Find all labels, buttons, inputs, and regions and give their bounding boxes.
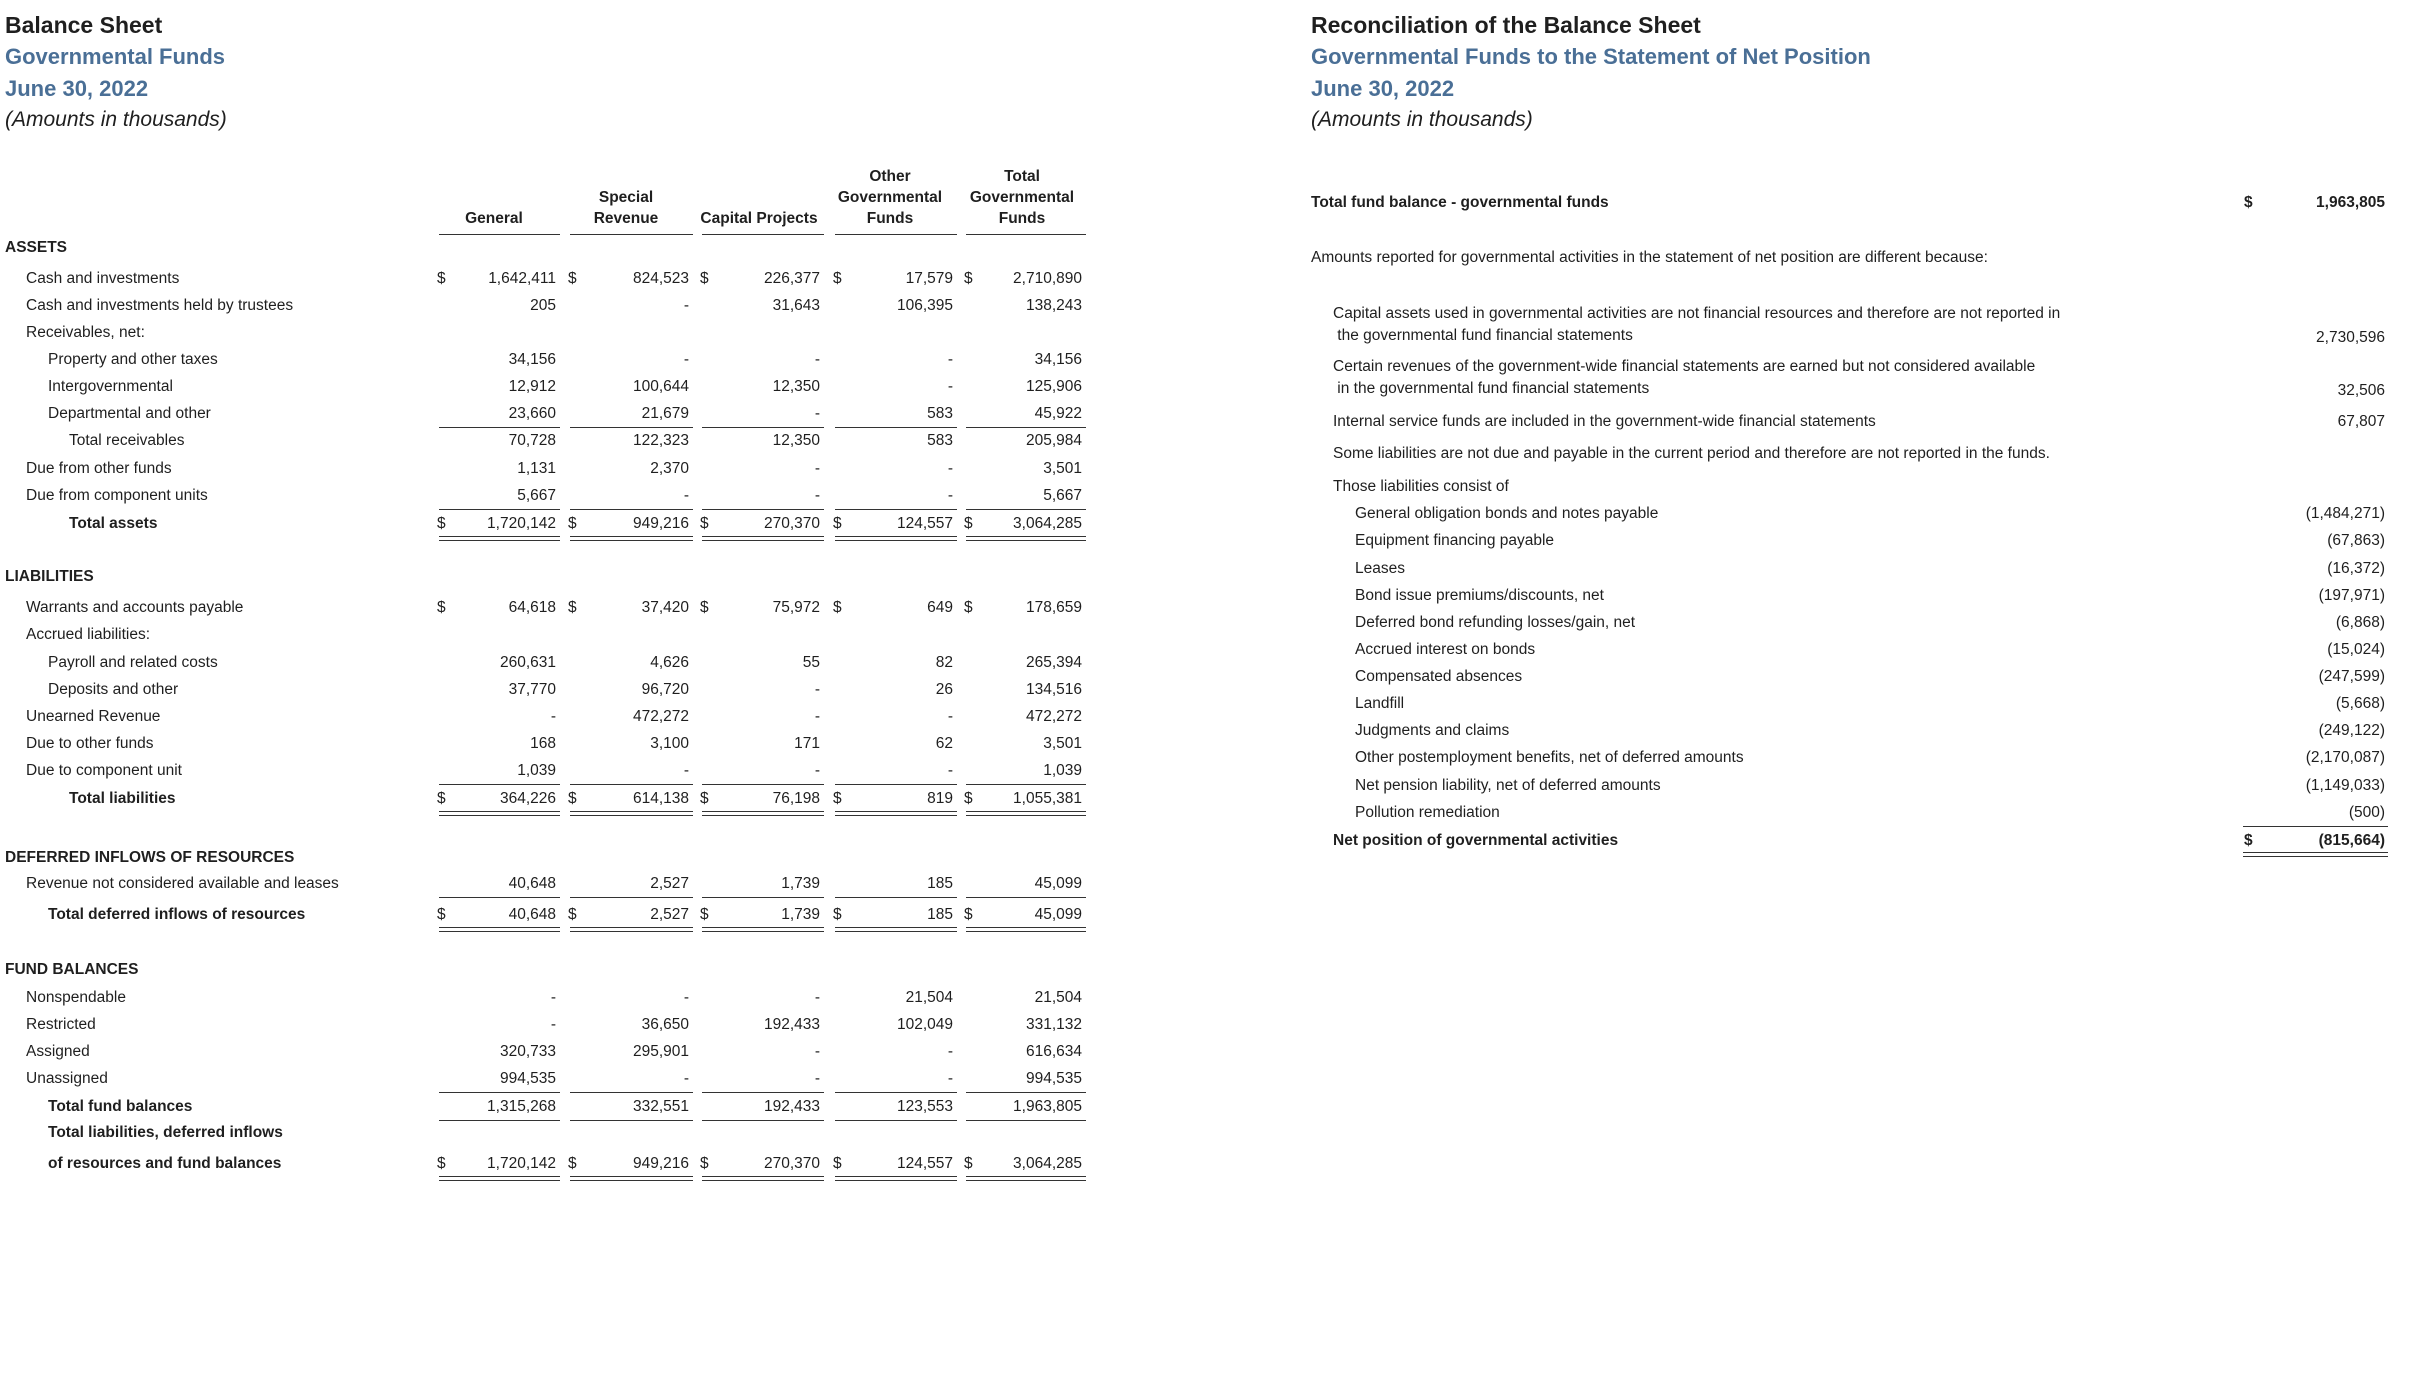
currency-symbol: $: [964, 270, 973, 287]
amount-cell: 192,433: [763, 1016, 820, 1033]
amount-cell: -: [550, 708, 556, 725]
section-heading: DEFERRED INFLOWS OF RESOURCES: [5, 849, 295, 866]
column-header-rule: [966, 234, 1086, 235]
currency-symbol: $: [833, 1155, 842, 1172]
column-header-rule: [702, 234, 824, 235]
amount-cell: 1,131: [517, 460, 556, 477]
amount-cell: 36,650: [641, 1016, 689, 1033]
amount-cell: 295,901: [632, 1043, 689, 1060]
amount-cell: 1,720,142: [487, 1155, 556, 1172]
amount-cell: 21,679: [641, 405, 689, 422]
amount-cell: 40,648: [508, 906, 556, 923]
row-label: Total assets: [69, 515, 158, 532]
row-label: Total deferred inflows of resources: [48, 906, 306, 923]
currency-symbol: $: [568, 515, 577, 532]
reconciliation-amount: (197,971): [2318, 587, 2385, 604]
currency-symbol: $: [833, 790, 842, 807]
amount-cell: 3,501: [1043, 460, 1082, 477]
subtotal-rule: [570, 1092, 693, 1093]
amount-cell: -: [814, 405, 820, 422]
subtotal-rule: [439, 784, 560, 785]
row-label: Total liabilities: [69, 790, 176, 807]
amount-cell: -: [550, 989, 556, 1006]
reconciliation-label: Those liabilities consist of: [1333, 478, 1509, 495]
currency-symbol: $: [2244, 832, 2253, 849]
reconciliation-subtitle: Governmental Funds to the Statement of Net Position: [1311, 44, 1871, 69]
subtotal-rule: [966, 784, 1086, 785]
currency-symbol: $: [833, 906, 842, 923]
amount-cell: 1,720,142: [487, 515, 556, 532]
reconciliation-amount: (16,372): [2327, 560, 2385, 577]
amount-cell: -: [814, 989, 820, 1006]
row-label: Restricted: [26, 1016, 96, 1033]
currency-symbol: $: [964, 599, 973, 616]
amount-cell: 45,922: [1034, 405, 1082, 422]
reconciliation-label: Leases: [1355, 560, 1405, 577]
reconciliation-label: Amounts reported for governmental activities in the statement of net position are different because:: [1311, 249, 1988, 266]
reconciliation-header: [1311, 14, 1871, 131]
total-double-rule: [439, 536, 560, 541]
amount-cell: 55: [802, 654, 820, 671]
amount-cell: 1,739: [781, 875, 820, 892]
amount-cell: 205,984: [1025, 432, 1082, 449]
currency-symbol: $: [437, 790, 446, 807]
column-header-rule: [439, 234, 560, 235]
amount-cell: -: [814, 1070, 820, 1087]
amount-cell: 226,377: [763, 270, 820, 287]
subtotal-rule: [966, 1120, 1086, 1121]
currency-symbol: $: [568, 270, 577, 287]
currency-symbol: $: [568, 790, 577, 807]
column-header: Governmental: [837, 189, 943, 206]
total-double-rule: [570, 927, 693, 932]
reconciliation-label: Internal service funds are included in the government-wide financial statements: [1333, 413, 1876, 430]
reconciliation-label: Other postemployment benefits, net of deferred amounts: [1355, 749, 1744, 766]
amount-cell: 40,648: [508, 875, 556, 892]
amount-cell: 3,064,285: [1013, 1155, 1082, 1172]
currency-symbol: $: [964, 515, 973, 532]
amount-cell: -: [814, 681, 820, 698]
amount-cell: 994,535: [499, 1070, 556, 1087]
amount-cell: -: [947, 708, 953, 725]
amount-cell: 171: [794, 735, 820, 752]
amount-cell: 31,643: [772, 297, 820, 314]
reconciliation-amount: (5,668): [2335, 695, 2385, 712]
amount-cell: 949,216: [632, 1155, 689, 1172]
subtotal-rule: [570, 784, 693, 785]
amount-cell: -: [814, 351, 820, 368]
amount-cell: 12,350: [772, 432, 820, 449]
amount-cell: 270,370: [763, 515, 820, 532]
amount-cell: 12,350: [772, 378, 820, 395]
reconciliation-label: Accrued interest on bonds: [1355, 641, 1536, 658]
currency-symbol: $: [964, 1155, 973, 1172]
subtotal-rule: [966, 897, 1086, 898]
total-double-rule: [439, 811, 560, 816]
reconciliation-label: Total fund balance - governmental funds: [1311, 194, 1609, 211]
reconciliation-date: June 30, 2022: [1311, 76, 1455, 101]
row-label: Unassigned: [26, 1070, 108, 1087]
amount-cell: -: [814, 487, 820, 504]
row-label: Payroll and related costs: [48, 654, 218, 671]
amount-cell: 5,667: [517, 487, 556, 504]
amount-cell: 34,156: [1034, 351, 1082, 368]
subtotal-rule: [439, 1092, 560, 1093]
amount-cell: 2,527: [650, 906, 689, 923]
column-header-rule: [570, 234, 693, 235]
amount-cell: -: [683, 989, 689, 1006]
amount-cell: 37,770: [508, 681, 556, 698]
currency-symbol: $: [700, 1155, 709, 1172]
reconciliation-amount: (2,170,087): [2305, 749, 2385, 766]
total-double-rule: [2243, 852, 2388, 857]
total-double-rule: [702, 811, 824, 816]
amount-cell: -: [814, 762, 820, 779]
amount-cell: 260,631: [499, 654, 556, 671]
row-label: Receivables, net:: [26, 324, 145, 341]
subtotal-rule: [702, 509, 824, 510]
reconciliation-amount: (1,484,271): [2305, 505, 2385, 522]
subtotal-rule: [570, 1120, 693, 1121]
amount-cell: 1,963,805: [1013, 1098, 1082, 1115]
total-double-rule: [835, 1176, 957, 1181]
amount-cell: 122,323: [632, 432, 689, 449]
total-double-rule: [835, 811, 957, 816]
subtotal-rule: [570, 427, 693, 428]
amount-cell: 1,039: [1043, 762, 1082, 779]
section-heading: LIABILITIES: [5, 568, 94, 585]
reconciliation-amount: (249,122): [2318, 722, 2385, 739]
amount-cell: 614,138: [632, 790, 689, 807]
currency-symbol: $: [437, 599, 446, 616]
amount-cell: 102,049: [896, 1016, 953, 1033]
currency-symbol: $: [568, 599, 577, 616]
subtotal-rule: [702, 897, 824, 898]
amount-cell: 138,243: [1025, 297, 1082, 314]
amount-cell: 21,504: [1034, 989, 1082, 1006]
currency-symbol: $: [964, 906, 973, 923]
amount-cell: 26: [935, 681, 953, 698]
row-label: Due to other funds: [26, 735, 154, 752]
currency-symbol: $: [437, 515, 446, 532]
amount-cell: 100,644: [632, 378, 689, 395]
amount-cell: 76,198: [772, 790, 820, 807]
amount-cell: 45,099: [1034, 875, 1082, 892]
amount-cell: -: [683, 351, 689, 368]
page-units: (Amounts in thousands): [5, 108, 227, 131]
subtotal-rule: [570, 509, 693, 510]
subtotal-rule: [439, 427, 560, 428]
reconciliation-label: Certain revenues of the government-wide financial statements are earned but not considered available: [1333, 358, 2036, 375]
amount-cell: 819: [927, 790, 953, 807]
currency-symbol: $: [700, 599, 709, 616]
total-double-rule: [570, 811, 693, 816]
currency-symbol: $: [437, 906, 446, 923]
reconciliation-label: Some liabilities are not due and payable in the current period and therefore are not reported in the funds.: [1333, 445, 2050, 462]
amount-cell: 949,216: [632, 515, 689, 532]
total-double-rule: [835, 927, 957, 932]
amount-cell: 1,315,268: [487, 1098, 556, 1115]
amount-cell: -: [947, 460, 953, 477]
total-double-rule: [966, 927, 1086, 932]
amount-cell: 5,667: [1043, 487, 1082, 504]
total-double-rule: [702, 927, 824, 932]
row-label: Due from other funds: [26, 460, 172, 477]
total-double-rule: [570, 536, 693, 541]
amount-cell: 185: [927, 906, 953, 923]
amount-cell: 649: [927, 599, 953, 616]
currency-symbol: $: [964, 790, 973, 807]
section-heading: ASSETS: [5, 239, 68, 256]
amount-cell: 1,642,411: [488, 270, 556, 287]
section-heading: FUND BALANCES: [5, 961, 139, 978]
amount-cell: 472,272: [632, 708, 689, 725]
total-double-rule: [702, 536, 824, 541]
amount-cell: 332,551: [632, 1098, 689, 1115]
subtotal-rule: [835, 1120, 957, 1121]
amount-cell: 192,433: [763, 1098, 820, 1115]
amount-cell: 583: [927, 405, 953, 422]
page-date: June 30, 2022: [5, 76, 149, 101]
amount-cell: 2,710,890: [1013, 270, 1082, 287]
column-header: Funds: [866, 210, 914, 227]
currency-symbol: $: [700, 270, 709, 287]
subtotal-rule: [966, 1092, 1086, 1093]
reconciliation-label: Compensated absences: [1355, 668, 1523, 685]
amount-cell: -: [947, 1043, 953, 1060]
row-label: Accrued liabilities:: [26, 626, 151, 643]
amount-cell: 824,523: [632, 270, 689, 287]
currency-symbol: $: [568, 1155, 577, 1172]
row-label: of resources and fund balances: [48, 1155, 282, 1172]
column-header: General: [465, 210, 523, 227]
subtotal-rule: [439, 1120, 560, 1121]
currency-symbol: $: [700, 790, 709, 807]
amount-cell: 64,618: [508, 599, 556, 616]
subtotal-rule: [835, 509, 957, 510]
amount-cell: -: [683, 297, 689, 314]
amount-cell: -: [947, 1070, 953, 1087]
amount-cell: 34,156: [508, 351, 556, 368]
subtotal-rule: [702, 1092, 824, 1093]
amount-cell: 125,906: [1025, 378, 1082, 395]
amount-cell: 124,557: [896, 1155, 953, 1172]
amount-cell: 134,516: [1025, 681, 1082, 698]
amount-cell: 106,395: [896, 297, 953, 314]
reconciliation-label: the governmental fund financial statements: [1333, 327, 1633, 344]
total-double-rule: [439, 927, 560, 932]
amount-cell: 185: [927, 875, 953, 892]
page-subtitle: Governmental Funds: [5, 44, 226, 69]
amount-cell: -: [814, 460, 820, 477]
amount-cell: -: [683, 1070, 689, 1087]
amount-cell: 17,579: [905, 270, 953, 287]
total-double-rule: [702, 1176, 824, 1181]
row-label: Departmental and other: [48, 405, 211, 422]
amount-cell: 331,132: [1025, 1016, 1082, 1033]
reconciliation-amount: 2,730,596: [2316, 329, 2385, 346]
amount-cell: 364,226: [499, 790, 556, 807]
amount-cell: 12,912: [508, 378, 556, 395]
subtotal-rule: [835, 897, 957, 898]
amount-cell: -: [683, 487, 689, 504]
amount-cell: 3,100: [650, 735, 689, 752]
row-label: Warrants and accounts payable: [26, 599, 244, 616]
reconciliation-amount: (67,863): [2327, 532, 2385, 549]
row-label: Total receivables: [69, 432, 185, 449]
reconciliation-amount: (247,599): [2318, 668, 2385, 685]
subtotal-rule: [2243, 826, 2388, 827]
column-header: Capital Projects: [700, 210, 818, 227]
reconciliation-amount: (1,149,033): [2305, 777, 2385, 794]
amount-cell: -: [814, 708, 820, 725]
subtotal-rule: [439, 509, 560, 510]
amount-cell: -: [550, 1016, 556, 1033]
reconciliation-label: Net pension liability, net of deferred amounts: [1355, 777, 1661, 794]
column-header: Other: [869, 168, 911, 185]
currency-symbol: $: [700, 515, 709, 532]
amount-cell: 124,557: [896, 515, 953, 532]
row-label: Total fund balances: [48, 1098, 193, 1115]
currency-symbol: $: [568, 906, 577, 923]
reconciliation-title: Reconciliation of the Balance Sheet: [1311, 12, 1701, 38]
amount-cell: -: [947, 351, 953, 368]
amount-cell: 37,420: [641, 599, 689, 616]
row-label: Intergovernmental: [48, 378, 173, 395]
subtotal-rule: [702, 784, 824, 785]
total-double-rule: [966, 811, 1086, 816]
amount-cell: 178,659: [1025, 599, 1082, 616]
total-double-rule: [570, 1176, 693, 1181]
row-label: Unearned Revenue: [26, 708, 161, 725]
amount-cell: -: [814, 1043, 820, 1060]
row-label: Cash and investments: [26, 270, 180, 287]
amount-cell: 62: [935, 735, 953, 752]
column-header: Special: [598, 189, 654, 206]
amount-cell: -: [683, 762, 689, 779]
subtotal-rule: [439, 897, 560, 898]
reconciliation-label: Net position of governmental activities: [1333, 832, 1619, 849]
amount-cell: 2,370: [650, 460, 689, 477]
subtotal-rule: [835, 1092, 957, 1093]
page-title: Balance Sheet: [5, 12, 163, 38]
amount-cell: 1,039: [517, 762, 556, 779]
row-label: Revenue not considered available and leases: [26, 875, 339, 892]
amount-cell: 1,739: [781, 906, 820, 923]
row-label: Cash and investments held by trustees: [26, 297, 294, 314]
amount-cell: 23,660: [508, 405, 556, 422]
amount-cell: 2,527: [650, 875, 689, 892]
reconciliation-label: Deferred bond refunding losses/gain, net: [1355, 614, 1636, 631]
reconciliation-amount: 67,807: [2337, 413, 2385, 430]
currency-symbol: $: [833, 599, 842, 616]
amount-cell: 168: [530, 735, 556, 752]
amount-cell: -: [947, 378, 953, 395]
subtotal-rule: [835, 784, 957, 785]
reconciliation-label: General obligation bonds and notes payable: [1355, 505, 1659, 522]
subtotal-rule: [570, 897, 693, 898]
total-double-rule: [966, 1176, 1086, 1181]
total-double-rule: [835, 536, 957, 541]
amount-cell: 616,634: [1025, 1043, 1082, 1060]
reconciliation-amount: (815,664): [2318, 832, 2385, 849]
reconciliation-label: Bond issue premiums/discounts, net: [1355, 587, 1604, 604]
currency-symbol: $: [700, 906, 709, 923]
reconciliation-amount: 32,506: [2337, 382, 2385, 399]
subtotal-rule: [702, 1120, 824, 1121]
row-label: Total liabilities, deferred inflows: [48, 1124, 283, 1141]
subtotal-rule: [835, 427, 957, 428]
row-label: Property and other taxes: [48, 351, 218, 368]
amount-cell: 270,370: [763, 1155, 820, 1172]
row-label: Due from component units: [26, 487, 208, 504]
currency-symbol: $: [833, 270, 842, 287]
total-double-rule: [966, 536, 1086, 541]
balance-sheet-header: [5, 14, 227, 131]
amount-cell: 1,055,381: [1013, 790, 1082, 807]
amount-cell: 70,728: [508, 432, 556, 449]
column-header: Revenue: [593, 210, 659, 227]
reconciliation-label: Equipment financing payable: [1355, 532, 1555, 549]
total-double-rule: [439, 1176, 560, 1181]
reconciliation-amount: (500): [2348, 804, 2385, 821]
row-label: Deposits and other: [48, 681, 179, 698]
amount-cell: 320,733: [499, 1043, 556, 1060]
reconciliation-units: (Amounts in thousands): [1311, 108, 1533, 131]
row-label: Due to component unit: [26, 762, 182, 779]
reconciliation-label: Capital assets used in governmental activities are not financial resources and therefore are not reported in: [1333, 305, 2061, 322]
reconciliation-label: in the governmental fund financial statements: [1333, 380, 1650, 397]
reconciliation-amount: (15,024): [2327, 641, 2385, 658]
currency-symbol: $: [437, 1155, 446, 1172]
amount-cell: 82: [935, 654, 953, 671]
amount-cell: 96,720: [641, 681, 689, 698]
amount-cell: 205: [530, 297, 556, 314]
row-label: Assigned: [26, 1043, 90, 1060]
amount-cell: -: [947, 487, 953, 504]
reconciliation-label: Pollution remediation: [1355, 804, 1500, 821]
currency-symbol: $: [833, 515, 842, 532]
column-header: Governmental: [969, 189, 1075, 206]
column-header: Funds: [998, 210, 1046, 227]
amount-cell: 472,272: [1025, 708, 1082, 725]
amount-cell: 265,394: [1025, 654, 1082, 671]
amount-cell: 45,099: [1034, 906, 1082, 923]
reconciliation-label: Landfill: [1355, 695, 1405, 712]
subtotal-rule: [966, 509, 1086, 510]
column-header-rule: [835, 234, 957, 235]
subtotal-rule: [966, 427, 1086, 428]
amount-cell: 75,972: [772, 599, 820, 616]
amount-cell: 21,504: [905, 989, 953, 1006]
subtotal-rule: [702, 427, 824, 428]
amount-cell: 583: [927, 432, 953, 449]
amount-cell: 4,626: [650, 654, 689, 671]
reconciliation-amount: (6,868): [2335, 614, 2385, 631]
row-label: Nonspendable: [26, 989, 126, 1006]
currency-symbol: $: [2244, 194, 2253, 211]
amount-cell: 3,501: [1043, 735, 1082, 752]
amount-cell: 994,535: [1025, 1070, 1082, 1087]
reconciliation-amount: 1,963,805: [2316, 194, 2385, 211]
reconciliation-label: Judgments and claims: [1355, 722, 1510, 739]
currency-symbol: $: [437, 270, 446, 287]
amount-cell: -: [947, 762, 953, 779]
amount-cell: 123,553: [896, 1098, 953, 1115]
column-header: Total: [1004, 168, 1040, 185]
amount-cell: 3,064,285: [1013, 515, 1082, 532]
